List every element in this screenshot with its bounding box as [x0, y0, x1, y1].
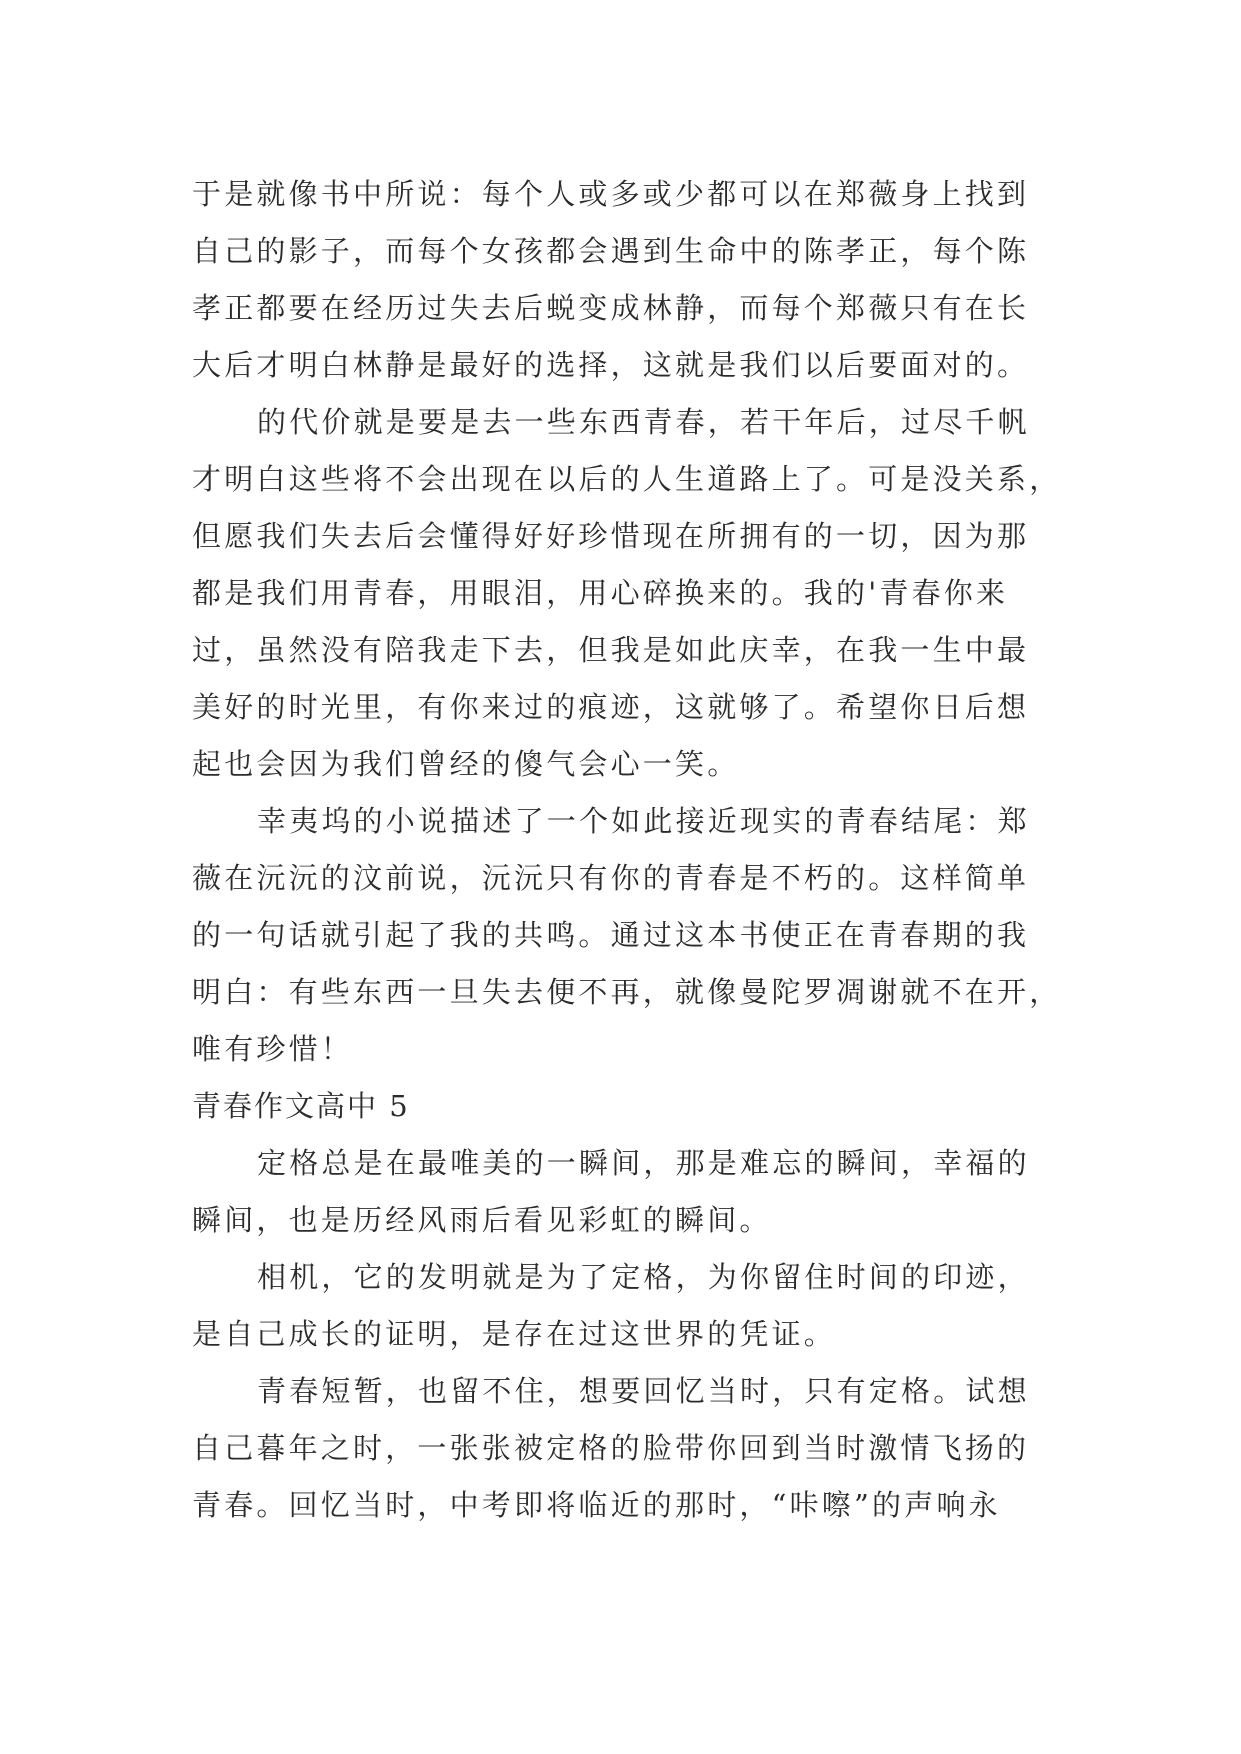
- text-line: 自己的影子，而每个女孩都会遇到生命中的陈孝正，每个陈: [192, 234, 1030, 268]
- text-line: 于是就像书中所说：每个人或多或少都可以在郑薇身上找到: [192, 177, 1030, 211]
- text-line: 大后才明白林静是最好的选择，这就是我们以后要面对的。: [192, 348, 1030, 382]
- text-line: 才明白这些将不会出现在以后的人生道路上了。可是没关系，: [192, 462, 1062, 496]
- paragraph-first-line: 相机，它的发明就是为了定格，为你留住时间的印迹，: [257, 1260, 1030, 1294]
- text-line: 美好的时光里，有你来过的痕迹，这就够了。希望你日后想: [192, 690, 1030, 724]
- text-line: 瞬间，也是历经风雨后看见彩虹的瞬间。: [192, 1203, 772, 1237]
- text-line: 都是我们用青春，用眼泪，用心碎换来的。我的'青春你来: [192, 576, 1009, 610]
- document-page: [192, 166, 1062, 1534]
- paragraph-first-line: 的代价就是要是去一些东西青春，若干年后，过尽千帆: [257, 405, 1030, 439]
- section-heading: 青春作文高中 5: [192, 1089, 410, 1123]
- text-line: 是自己成长的证明，是存在过这世界的凭证。: [192, 1317, 837, 1351]
- text-line: 但愿我们失去后会懂得好好珍惜现在所拥有的一切，因为那: [192, 519, 1030, 553]
- text-line: 青春。回忆当时，中考即将临近的那时，“咔嚓”的声响永: [192, 1488, 1001, 1522]
- text-line: 过，虽然没有陪我走下去，但我是如此庆幸，在我一生中最: [192, 633, 1030, 667]
- text-line: 孝正都要在经历过失去后蜕变成林静，而每个郑薇只有在长: [192, 291, 1030, 325]
- text-line: 明白：有些东西一旦失去便不再，就像曼陀罗凋谢就不在开，: [192, 975, 1062, 1009]
- text-line: 起也会因为我们曾经的傻气会心一笑。: [192, 747, 740, 781]
- text-line: 的一句话就引起了我的共鸣。通过这本书使正在青春期的我: [192, 918, 1030, 952]
- paragraph-first-line: 幸夷坞的小说描述了一个如此接近现实的青春结尾：郑: [257, 804, 1030, 838]
- text-line: 唯有珍惜！: [192, 1032, 354, 1066]
- paragraph-first-line: 青春短暂，也留不住，想要回忆当时，只有定格。试想: [257, 1374, 1030, 1408]
- text-line: 自己暮年之时，一张张被定格的脸带你回到当时激情飞扬的: [192, 1431, 1030, 1465]
- paragraph-first-line: 定格总是在最唯美的一瞬间，那是难忘的瞬间，幸福的: [257, 1146, 1030, 1180]
- text-line: 薇在沅沅的汶前说，沅沅只有你的青春是不朽的。这样简单: [192, 861, 1030, 895]
